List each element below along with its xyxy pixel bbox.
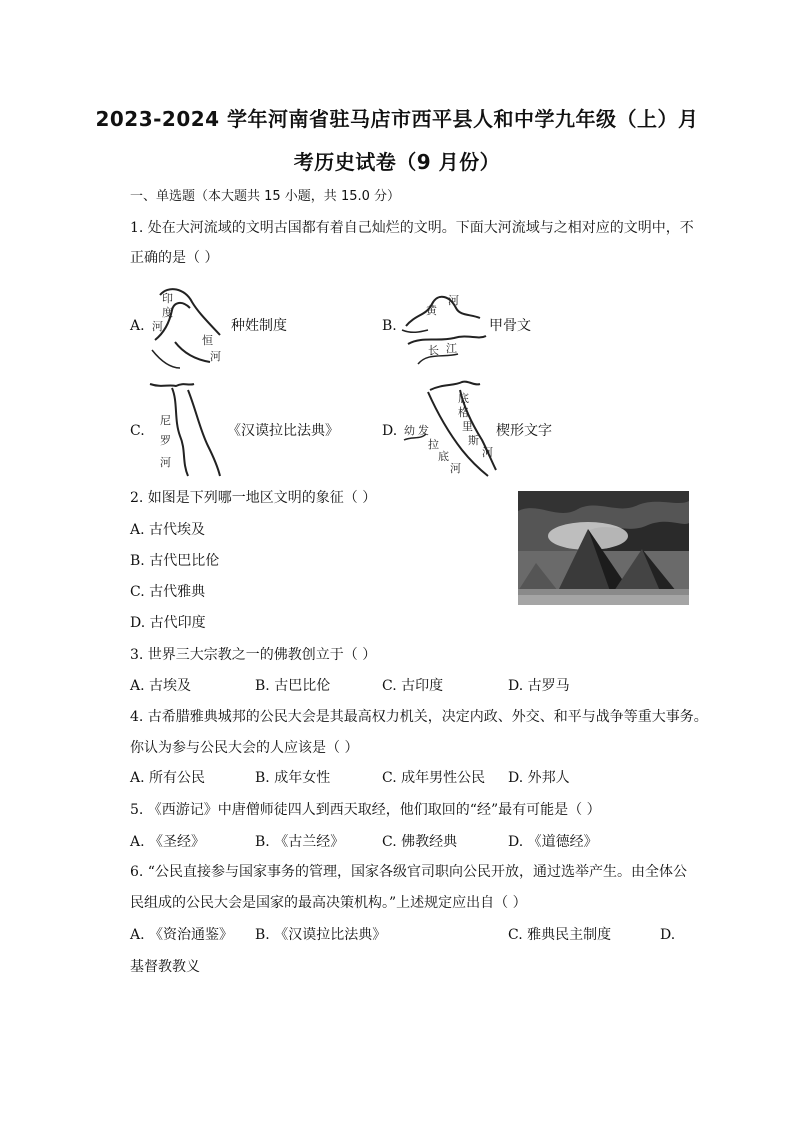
q2-option-b: B. 古代巴比伦	[130, 553, 220, 569]
q2-option-a: A. 古代埃及	[130, 522, 206, 538]
q1-stem-line2: 正确的是（ ）	[130, 250, 219, 266]
map-d-label-10: 河	[482, 446, 493, 459]
exam-title-line2: 考历史试卷（9 月份）	[293, 150, 501, 174]
q5-option-c: C. 佛教经典	[382, 834, 458, 850]
q1-option-c-text: 《汉谟拉比法典》	[227, 423, 339, 439]
q1-option-a-text: 种姓制度	[231, 318, 287, 334]
q3-stem: 3. 世界三大宗教之一的佛教创立于（ ）	[130, 647, 377, 663]
q5-stem: 5. 《西游记》中唐僧师徒四人到西天取经，他们取回的“经”最有可能是（ ）	[130, 802, 601, 818]
q6-stem-line1: 6. “公民直接参与国家事务的管理，国家各级官司职向公民开放，通过选举产生。由全体公	[130, 864, 687, 880]
q1-stem-line1: 1. 处在大河流域的文明古国都有着自己灿烂的文明。下面大河流域与之相对应的文明中，不	[130, 220, 694, 236]
q1-option-c-map	[148, 380, 228, 478]
q1-option-a-map	[150, 280, 230, 370]
exam-title-line1: 2023-2024 学年河南省驻马店市西平县人和中学九年级（上）月	[95, 107, 699, 131]
q6-option-d-text: 基督教教义	[130, 959, 200, 975]
map-d-label-1: 幼	[404, 424, 415, 437]
map-d-label-6: 底	[458, 392, 469, 405]
map-b-label-4: 江	[446, 342, 457, 355]
q1-option-d-letter: D.	[382, 423, 398, 439]
q5-option-a: A. 《圣经》	[130, 834, 206, 850]
map-c-label-3: 河	[160, 456, 171, 469]
map-a-label-3: 河	[152, 320, 163, 333]
q4-option-b: B. 成年女性	[255, 770, 331, 786]
q1-option-c-letter: C.	[130, 423, 145, 439]
map-c-label-1: 尼	[160, 414, 171, 427]
q4-stem-line2: 你认为参与公民大会的人应该是（ ）	[130, 740, 359, 756]
map-d-label-4: 底	[438, 450, 449, 463]
map-c-label-2: 罗	[160, 434, 171, 447]
map-d-label-7: 格	[458, 406, 469, 419]
q6-option-a: A. 《资治通鉴》	[130, 927, 234, 943]
q6-option-b: B. 《汉谟拉比法典》	[255, 927, 387, 943]
q5-option-d: D. 《道德经》	[508, 834, 598, 850]
q4-stem-line1: 4. 古希腊雅典城邦的公民大会是其最高权力机关，决定内政、外交、和平与战争等重大事务。	[130, 709, 708, 725]
map-d-label-8: 里	[462, 420, 473, 433]
map-d-label-5: 河	[450, 462, 461, 475]
pyramid-photo	[518, 491, 689, 605]
map-b-label-3: 长	[428, 344, 439, 357]
q6-stem-line2: 民组成的公民大会是国家的最高决策机构。”上述规定应出自（ ）	[130, 895, 527, 911]
map-b-label-1: 黄	[426, 304, 437, 317]
q1-option-b-letter: B.	[382, 318, 397, 334]
q3-option-c: C. 古印度	[382, 678, 444, 694]
q3-option-d: D. 古罗马	[508, 678, 570, 694]
q6-option-c: C. 雅典民主制度	[508, 927, 612, 943]
q1-option-b-map	[398, 286, 490, 368]
map-a-label-1: 印	[162, 292, 173, 305]
map-d-label-9: 斯	[468, 434, 479, 447]
q2-stem: 2. 如图是下列哪一地区文明的象征（ ）	[130, 490, 377, 506]
q6-option-d-letter: D.	[660, 927, 676, 943]
q5-option-b: B. 《古兰经》	[255, 834, 345, 850]
q1-option-a-letter: A.	[130, 318, 145, 334]
q1-option-d-map	[402, 380, 498, 478]
map-a-label-4: 恒	[202, 334, 213, 347]
q1-option-d-text: 楔形文字	[496, 423, 552, 439]
q1-option-b-text: 甲骨文	[489, 318, 531, 334]
map-a-label-2: 度	[162, 306, 173, 319]
q2-option-d: D. 古代印度	[130, 615, 206, 631]
q2-option-c: C. 古代雅典	[130, 584, 206, 600]
q4-option-a: A. 所有公民	[130, 770, 206, 786]
q4-option-d: D. 外邦人	[508, 770, 570, 786]
q3-option-a: A. 古埃及	[130, 678, 192, 694]
map-d-label-3: 拉	[428, 438, 439, 451]
map-a-label-5: 河	[210, 350, 221, 363]
map-b-label-2: 河	[448, 294, 459, 307]
q3-option-b: B. 古巴比伦	[255, 678, 331, 694]
q4-option-c: C. 成年男性公民	[382, 770, 486, 786]
section-heading: 一、单选题（本大题共 15 小题，共 15.0 分）	[130, 189, 401, 204]
map-d-label-2: 发	[418, 424, 429, 437]
